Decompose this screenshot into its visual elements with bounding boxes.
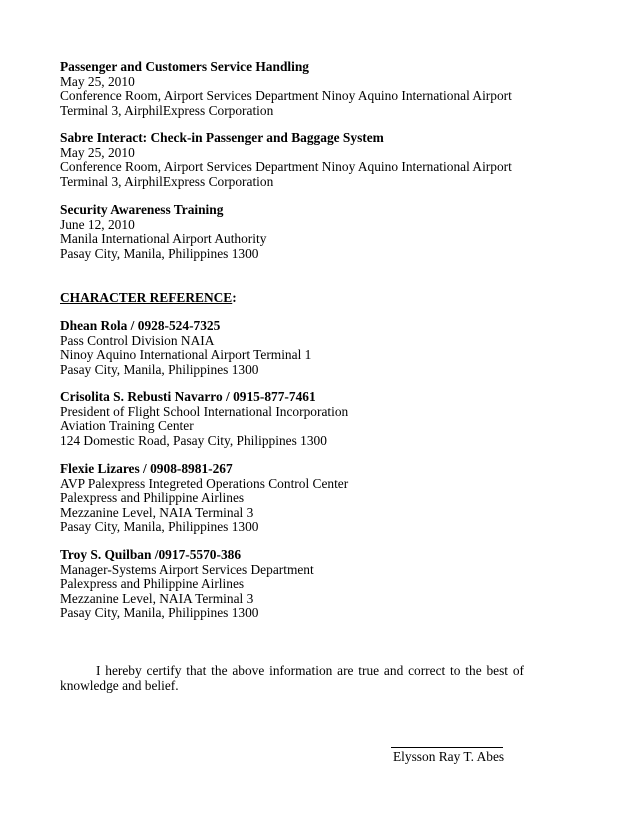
reference-line: Manager-Systems Airport Services Department	[60, 561, 314, 577]
reference-name: Dhean Rola / 0928-524-7325	[60, 318, 221, 333]
reference-line: Aviation Training Center	[60, 418, 194, 434]
reference-line: Palexpress and Philippine Airlines	[60, 576, 245, 592]
reference-entry	[60, 390, 530, 448]
training-venue-line: Terminal 3, AirphilExpress Corporation	[60, 102, 274, 118]
signature-line	[391, 747, 503, 748]
reference-entry	[60, 462, 530, 535]
reference-line: Pasay City, Manila, Philippines 1300	[60, 519, 259, 535]
reference-line: Pasay City, Manila, Philippines 1300	[60, 361, 259, 377]
reference-line: Pass Control Division NAIA	[60, 332, 215, 348]
character-reference-heading	[60, 290, 237, 305]
training-title: Passenger and Customers Service Handling	[60, 59, 309, 74]
training-title: Sabre Interact: Check-in Passenger and Baggage System	[60, 130, 384, 145]
reference-line: AVP Palexpress Integreted Operations Control Center	[60, 475, 349, 491]
section-heading-text: CHARACTER REFERENCE	[60, 290, 233, 305]
reference-entry	[60, 548, 530, 621]
training-venue-line: Pasay City, Manila, Philippines 1300	[60, 245, 259, 261]
training-date: May 25, 2010	[60, 144, 135, 160]
training-venue-line: Manila International Airport Authority	[60, 231, 267, 247]
training-date: June 12, 2010	[60, 216, 135, 232]
reference-name: Crisolita S. Rebusti Navarro / 0915-877-7461	[60, 389, 316, 404]
reference-line: Mezzanine Level, NAIA Terminal 3	[60, 504, 254, 520]
training-title: Security Awareness Training	[60, 202, 224, 217]
reference-line: 124 Domestic Road, Pasay City, Philippines 1300	[60, 432, 327, 448]
certification-statement: I hereby certify that the above information are true and correct to the best of knowledge and belief.	[60, 663, 524, 693]
reference-line: President of Flight School International Incorporation	[60, 403, 349, 419]
training-date: May 25, 2010	[60, 73, 135, 89]
reference-name: Flexie Lizares / 0908-8981-267	[60, 461, 233, 476]
reference-entry	[60, 319, 530, 377]
training-entry	[60, 203, 530, 261]
reference-line: Ninoy Aquino International Airport Terminal 1	[60, 347, 312, 363]
training-entry	[60, 60, 530, 118]
reference-line: Pasay City, Manila, Philippines 1300	[60, 605, 259, 621]
training-venue-line: Conference Room, Airport Services Department Ninoy Aquino International Airport	[60, 88, 512, 104]
signatory-name: Elysson Ray T. Abes	[393, 749, 505, 764]
training-entry	[60, 131, 530, 189]
reference-name: Troy S. Quilban /0917-5570-386	[60, 547, 242, 562]
reference-line: Palexpress and Philippine Airlines	[60, 490, 245, 506]
section-heading-colon: :	[232, 290, 237, 305]
reference-line: Mezzanine Level, NAIA Terminal 3	[60, 590, 254, 606]
training-venue-line: Terminal 3, AirphilExpress Corporation	[60, 173, 274, 189]
training-venue-line: Conference Room, Airport Services Department Ninoy Aquino International Airport	[60, 159, 512, 175]
